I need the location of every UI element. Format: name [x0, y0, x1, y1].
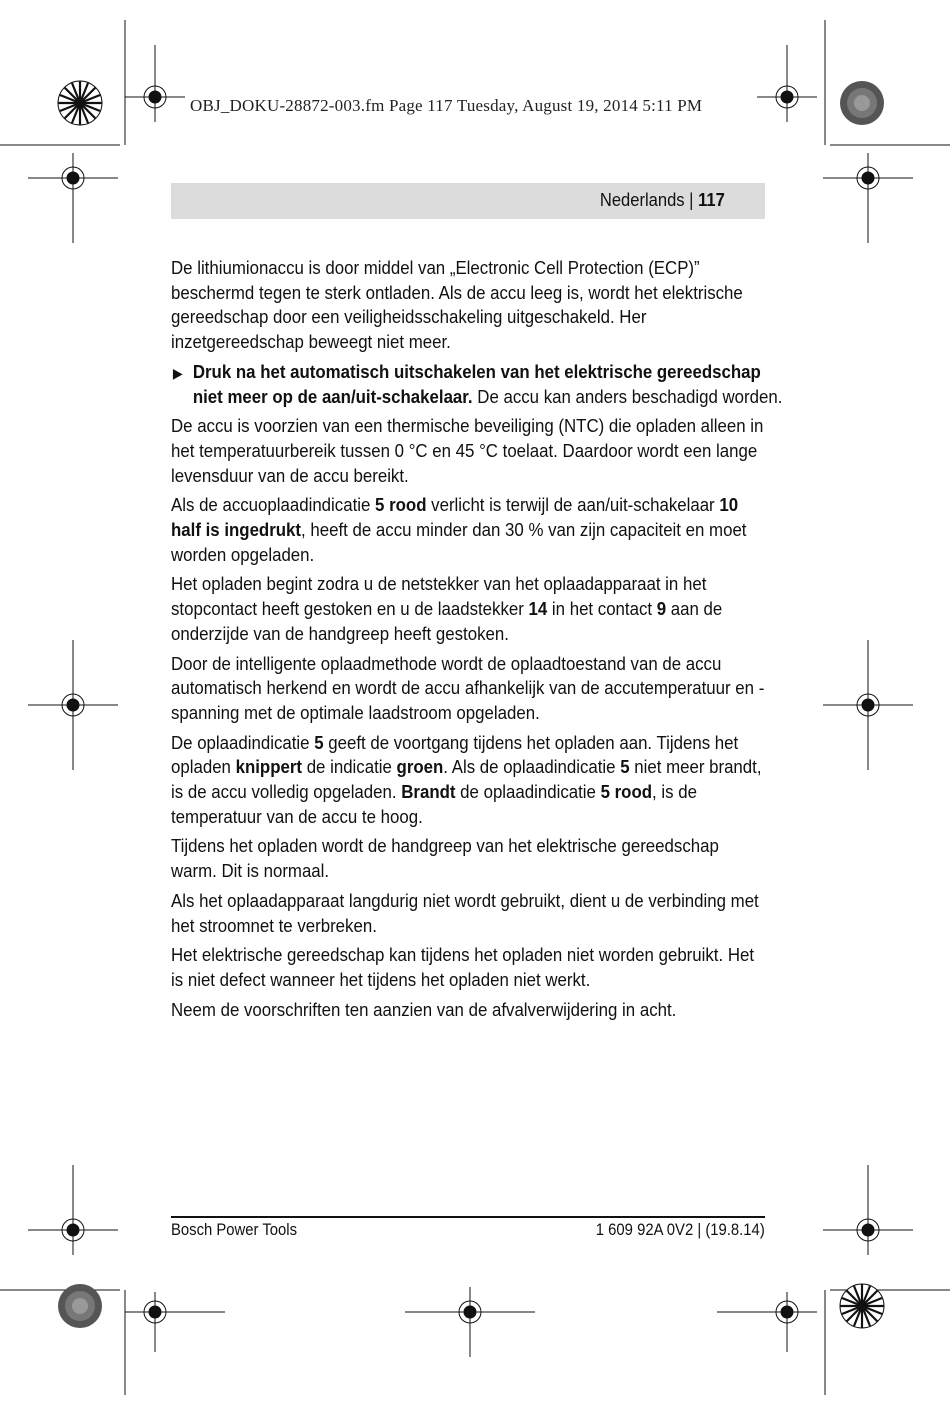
paragraph: Het elektrische gereedschap kan tijdens het opladen niet worden gebruikt. Het is niet defect wanneer het tijdens het opladen niet werkt. — [171, 944, 755, 990]
paragraph: Neem de voorschriften ten aanzien van de afvalverwijdering in acht. — [171, 998, 677, 1020]
footer-rule — [171, 1216, 765, 1218]
registration-mark — [717, 1292, 817, 1352]
registration-mark — [823, 153, 913, 243]
registration-mark — [823, 640, 913, 770]
paragraph: Het opladen begint zodra u de netstekker van het oplaadapparaat in het stopcontact heeft gestoken en u de laadstekker 14 in het contact 9 aan de onderzijde van de handgreep heeft gestoken. — [171, 573, 723, 644]
footer-publisher: Bosch Power Tools — [171, 1221, 298, 1239]
paragraph: Als het oplaadapparaat langdurig niet wordt gebruikt, dient u de verbinding met het stroomnet te verbreken. — [171, 889, 759, 936]
registration-mark — [125, 45, 185, 122]
registration-mark — [28, 1165, 118, 1255]
footer-doc-number: 1 609 92A 0V2 | (19.8.14) — [596, 1221, 765, 1239]
paragraph: Als de accuoplaadindicatie 5 rood verlicht is terwijl de aan/uit-schakelaar 10 half is ingedrukt, heeft de accu minder dan 30 % van zijn capaciteit en moet worden opgeladen. — [171, 494, 747, 565]
triangle-bullet-icon: ▶ — [172, 364, 183, 381]
registration-mark — [28, 640, 118, 770]
star-target — [840, 1284, 884, 1328]
warning-bullet — [171, 360, 787, 409]
page-header — [600, 190, 725, 211]
bullet-bold-text: Druk na het automatisch uitschakelen van het elektrische gereedschap niet meer op de aan/uit-schakelaar. — [192, 360, 761, 407]
paragraph: De oplaadindicatie 5 geeft de voortgang tijdens het opladen aan. Tijdens het opladen knippert de indicatie groen. Als de oplaadindicatie 5 niet meer brandt, is de accu volledig opgeladen. Brandt de oplaadindicatie 5 rood, is de temperatuur van de accu te hoog. — [171, 731, 762, 827]
paragraph: De lithiumionaccu is door middel van „Electronic Cell Protection (ECP)” beschermd tegen te sterk ontladen. Als de accu leeg is, wordt het elektrische gereedschap door een veiligheidsschakeling uitgeschakeld. Her inzetgereedschap beweegt niet meer. — [171, 257, 743, 353]
paragraph: De accu is voorzien van een thermische beveiliging (NTC) die opladen alleen in het temperatuurbereik tussen 0 °C en 45 °C toelaat. Daardoor wordt een lange levensduur van de accu bereikt. — [171, 415, 764, 486]
registration-mark — [28, 153, 118, 243]
paragraph: Tijdens het opladen wordt de handgreep van het elektrische gereedschap warm. Dit is normaal. — [171, 835, 719, 882]
registration-mark — [405, 1287, 535, 1357]
registration-mark — [125, 1292, 225, 1352]
gray-target — [840, 81, 884, 125]
registration-mark — [823, 1165, 913, 1255]
header-separator: | — [689, 190, 694, 210]
language-label: Nederlands — [600, 190, 685, 210]
body-text — [171, 256, 783, 1027]
page-number: 117 — [698, 190, 725, 210]
paragraph: Door de intelligente oplaadmethode wordt de oplaadtoestand van de accu automatisch herkend en wordt de accu afhankelijk van de accutemperatuur en -spanning met de optimale laadstroom opgeladen. — [171, 652, 765, 723]
bullet-text: De accu kan anders beschadigd worden. — [472, 385, 783, 407]
file-slug-line: OBJ_DOKU-28872-003.fm Page 117 Tuesday, August 19, 2014 5:11 PM — [190, 96, 703, 115]
registration-mark — [757, 45, 817, 122]
gray-target — [58, 1284, 102, 1328]
star-target — [58, 81, 102, 125]
page-header-bar — [171, 183, 765, 219]
